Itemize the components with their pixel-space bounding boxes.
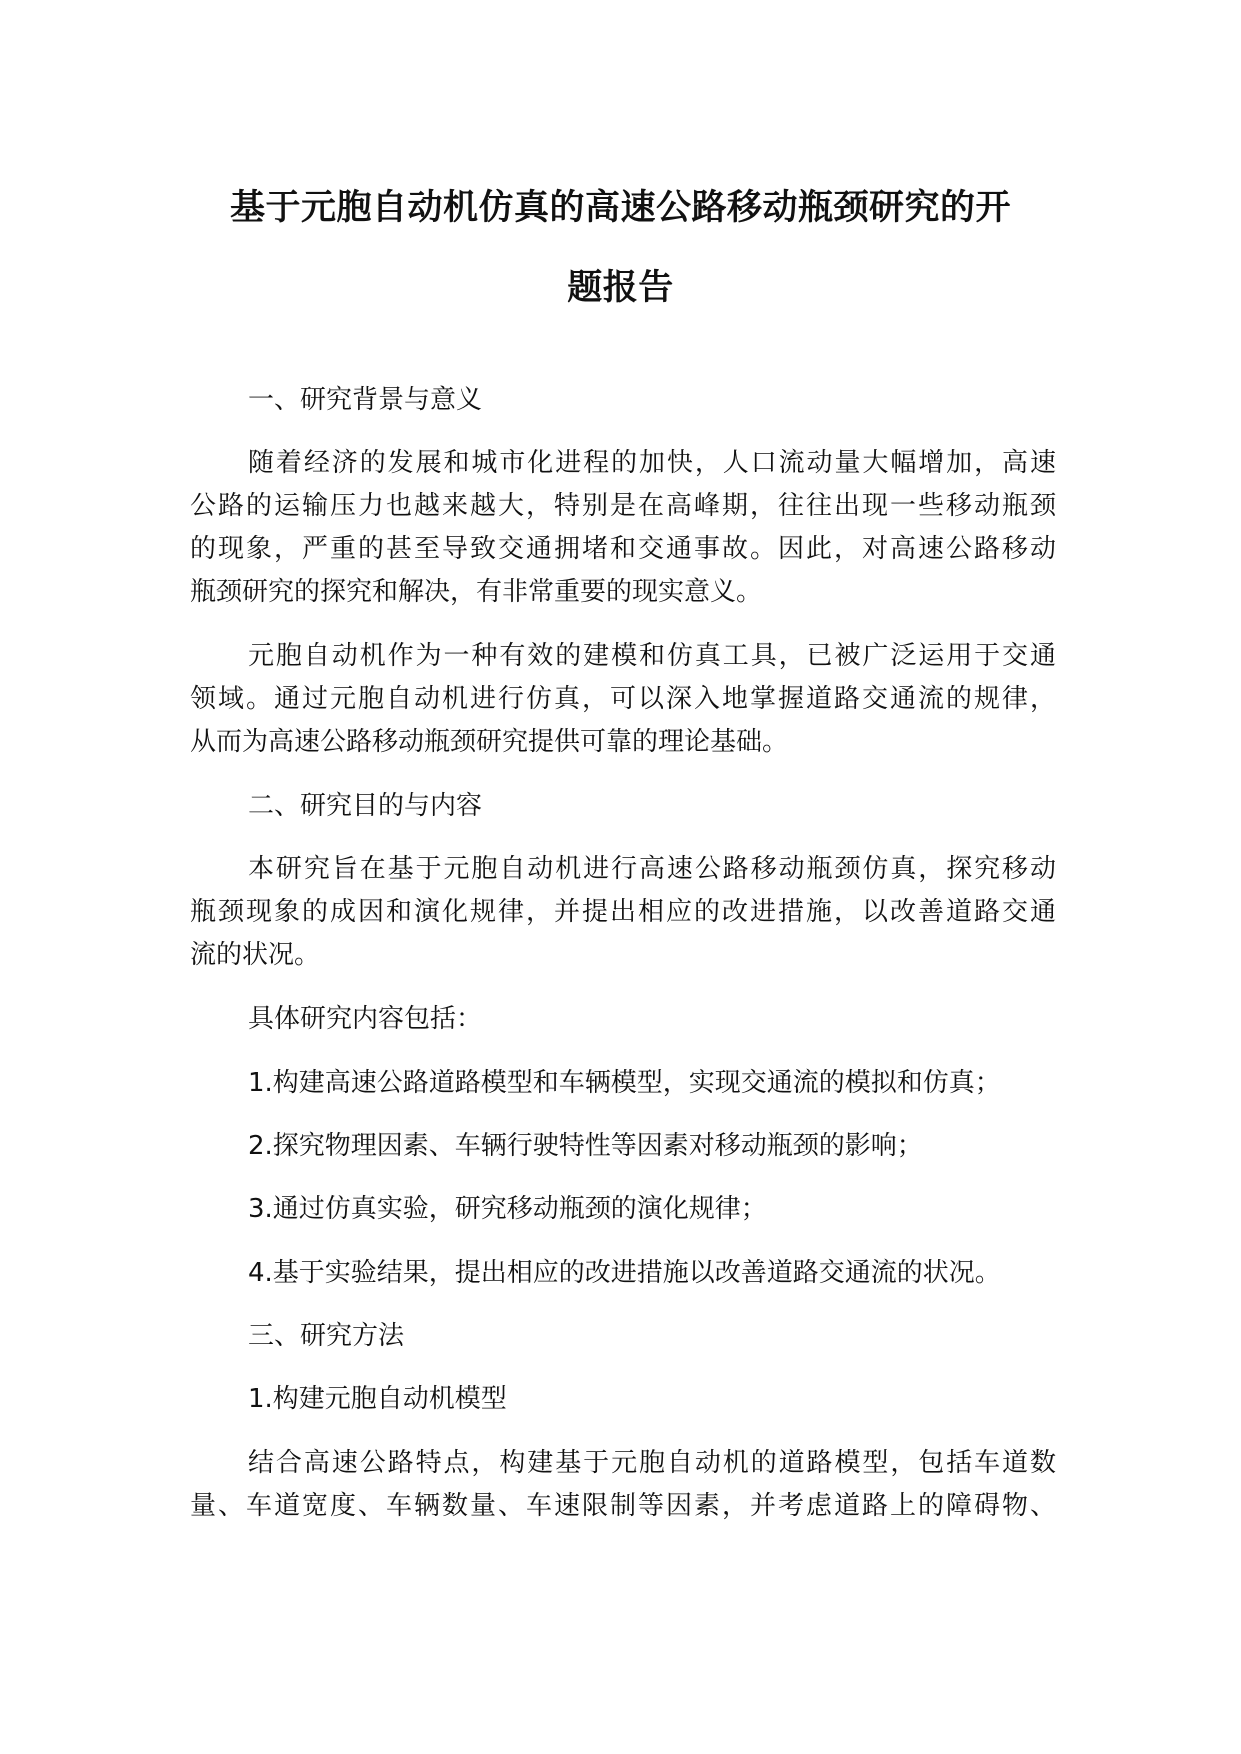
paragraph-line: 领域。通过元胞自动机进行仿真，可以深入地掌握道路交通流的规律， [190,684,1056,714]
paragraph-line: 的现象，严重的甚至导致交通拥堵和交通事故。因此，对高速公路移动 [190,534,1056,564]
paragraph-line: 公路的运输压力也越来越大，特别是在高峰期，往往出现一些移动瓶颈 [190,491,1056,521]
subsection-heading: 1.构建元胞自动机模型 [248,1384,507,1414]
section-heading-2: 二、研究目的与内容 [248,791,483,821]
list-item: 3.通过仿真实验，研究移动瓶颈的演化规律； [248,1194,767,1224]
paragraph-line: 元胞自动机作为一种有效的建模和仿真工具，已被广泛运用于交通 [248,641,1056,671]
section-heading-1: 一、研究背景与意义 [248,385,483,415]
list-item: 1.构建高速公路道路模型和车辆模型，实现交通流的模拟和仿真； [248,1068,1001,1098]
paragraph-line: 随着经济的发展和城市化进程的加快，人口流动量大幅增加，高速 [248,448,1056,478]
paragraph-line: 流的状况。 [190,940,321,970]
paragraph-line: 量、车道宽度、车辆数量、车速限制等因素，并考虑道路上的障碍物、 [190,1491,1056,1521]
paragraph-line: 本研究旨在基于元胞自动机进行高速公路移动瓶颈仿真，探究移动 [248,854,1056,884]
section-heading-3: 三、研究方法 [248,1321,405,1351]
paragraph-line: 瓶颈研究的探究和解决，有非常重要的现实意义。 [190,577,763,607]
document-title-line-2: 题报告 [567,268,674,308]
paragraph-line: 结合高速公路特点，构建基于元胞自动机的道路模型，包括车道数 [248,1448,1056,1478]
paragraph-line: 具体研究内容包括： [248,1004,483,1034]
list-item: 4.基于实验结果，提出相应的改进措施以改善道路交通流的状况。 [248,1258,1001,1288]
paragraph-line: 从而为高速公路移动瓶颈研究提供可靠的理论基础。 [190,727,789,757]
list-item: 2.探究物理因素、车辆行驶特性等因素对移动瓶颈的影响； [248,1131,923,1161]
document-title-line-1: 基于元胞自动机仿真的高速公路移动瓶颈研究的开 [229,188,1011,228]
paragraph-line: 瓶颈现象的成因和演化规律，并提出相应的改进措施，以改善道路交通 [190,897,1056,927]
